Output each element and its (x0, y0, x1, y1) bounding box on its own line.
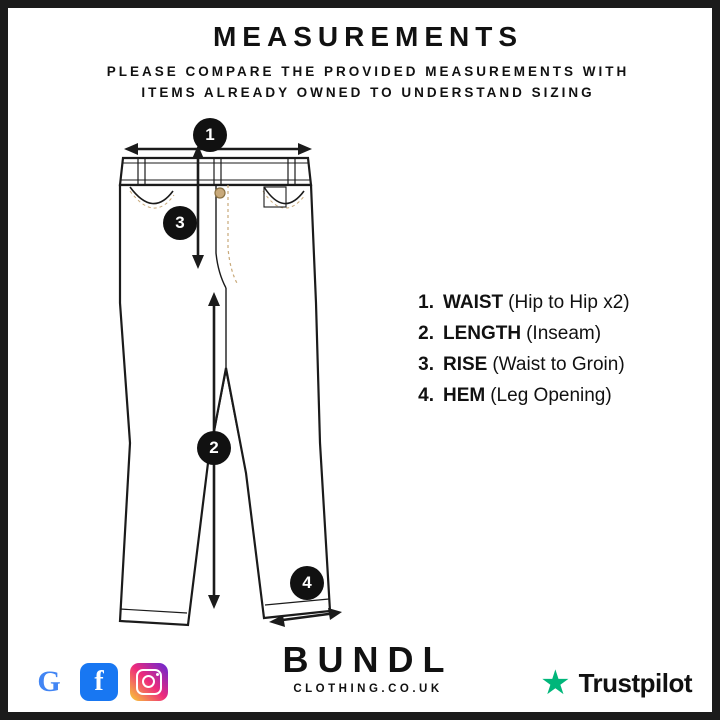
callout-1-waist: 1 (193, 118, 227, 152)
instagram-dot (156, 673, 159, 676)
legend-item-length (406, 323, 706, 345)
brand-name: BUNDL (282, 639, 454, 680)
social-links (30, 663, 168, 701)
trustpilot-star-icon: ★ (540, 664, 571, 702)
brand-website: CLOTHING.CO.UK (293, 683, 443, 695)
trustpilot-label: Trustpilot (578, 667, 692, 698)
legend-number-1: 1. (418, 292, 434, 313)
page-subtitle (8, 62, 720, 104)
button-icon (215, 188, 225, 198)
jeans-technical-drawing-svg (68, 113, 408, 643)
page-title: MEASUREMENTS (212, 21, 523, 52)
legend-number-4: 4. (418, 385, 434, 406)
jeans-body-outline (120, 185, 330, 625)
jeans-diagram (68, 113, 408, 643)
header (8, 22, 720, 104)
instagram-glyph (136, 669, 162, 695)
callout-4-hem: 4 (290, 566, 324, 600)
legend-item-hem (406, 385, 706, 407)
callout-2-length: 2 (197, 431, 231, 465)
legend-number-3: 3. (418, 354, 434, 375)
subtitle-line-1: PLEASE COMPARE THE PROVIDED MEASUREMENTS WITH (106, 63, 630, 79)
google-icon[interactable]: G (30, 663, 68, 701)
subtitle-line-2: ITEMS ALREADY OWNED TO UNDERSTAND SIZING (141, 84, 595, 100)
legend-key-waist: WAIST (443, 292, 504, 313)
instagram-lens (142, 675, 155, 688)
legend-desc-hem: (Leg Opening) (490, 385, 612, 406)
legend-desc-length: (Inseam) (526, 323, 602, 344)
legend-item-waist (406, 292, 706, 314)
callout-3-rise: 3 (163, 206, 197, 240)
legend-key-hem: HEM (443, 385, 486, 406)
facebook-icon[interactable]: f (80, 663, 118, 701)
legend-desc-waist: (Hip to Hip x2) (508, 292, 630, 313)
waistband-shape (120, 158, 311, 185)
legend-number-2: 2. (418, 323, 434, 344)
instagram-icon[interactable] (130, 663, 168, 701)
trustpilot-badge[interactable] (540, 666, 692, 700)
measurement-legend (406, 292, 706, 416)
legend-item-rise (406, 354, 706, 376)
legend-key-rise: RISE (443, 354, 488, 375)
legend-desc-rise: (Waist to Groin) (492, 354, 625, 375)
legend-key-length: LENGTH (443, 323, 522, 344)
